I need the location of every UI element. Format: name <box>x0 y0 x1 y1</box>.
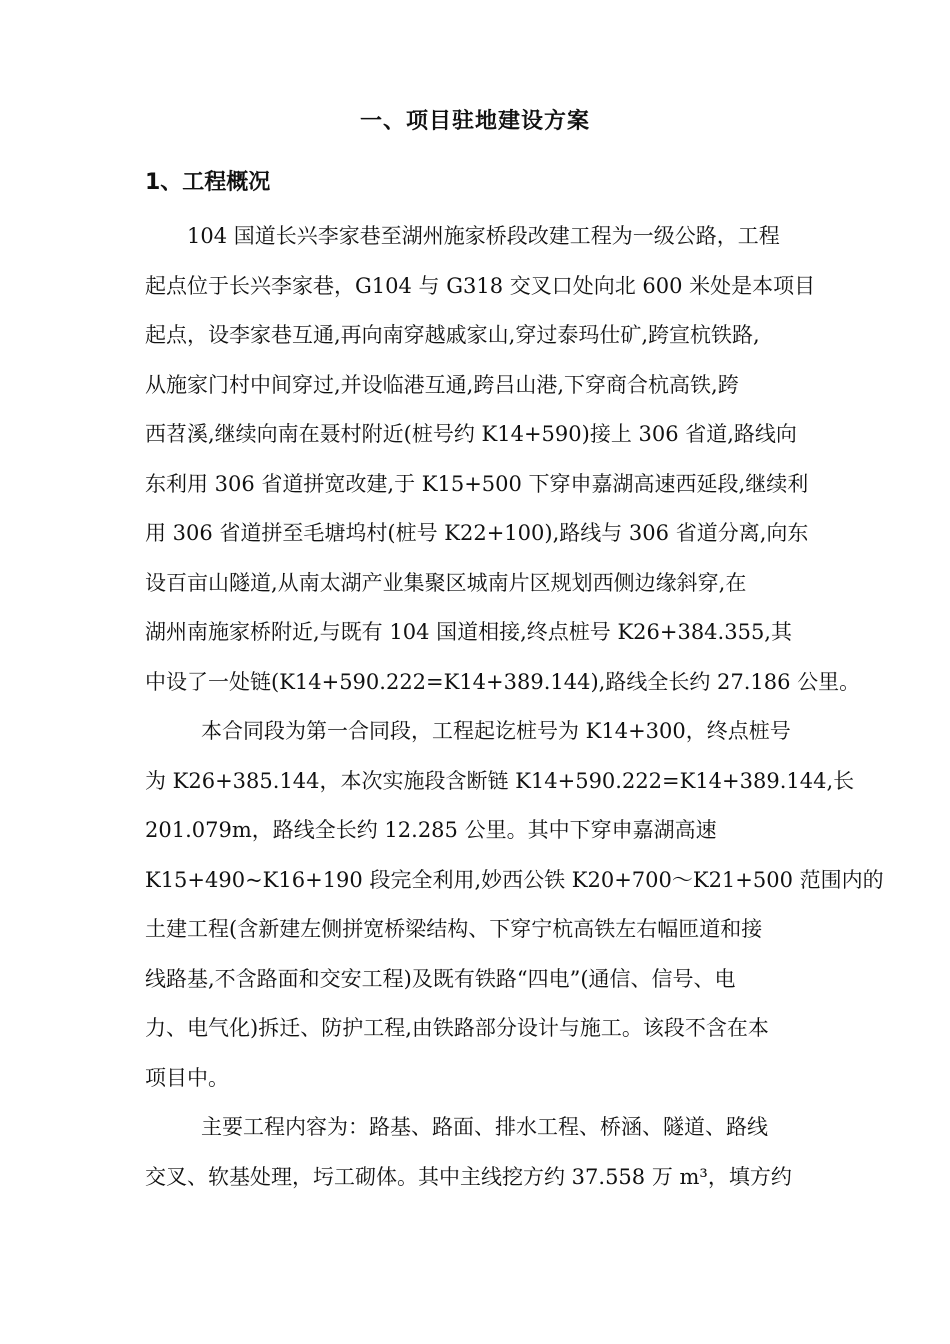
text-line: 201.079m，路线全长约 12.285 公里。其中下穿申嘉湖高速 <box>145 818 717 842</box>
document-body <box>145 216 884 1206</box>
text-line: 本合同段为第一合同段，工程起讫桩号为 K14+300，终点桩号 <box>201 719 791 743</box>
text-line: 用 306 省道拼至毛塘坞村(桩号 K22+100),路线与 306 省道分离,向东 <box>145 521 809 545</box>
section-heading: 1、工程概况 <box>145 170 271 195</box>
text-line: 东利用 306 省道拼宽改建,于 K15+500 下穿申嘉湖高速西延段,继续利 <box>145 471 809 496</box>
text-line: 主要工程内容为：路基、路面、排水工程、桥涵、隧道、路线 <box>201 1115 768 1139</box>
text-line: 西苕溪,继续向南在聂村附近(桩号约 K14+590)接上 306 省道,路线向 <box>145 422 797 446</box>
text-line: 起点位于长兴李家巷，G104 与 G318 交叉口处向北 600 米处是本项目 <box>145 273 816 298</box>
text-line: 力、电气化)拆迁、防护工程,由铁路部分设计与施工。该段不含在本 <box>145 1016 769 1040</box>
text-line: 线路基,不含路面和交安工程)及既有铁路“四电”(通信、信号、电 <box>145 966 736 991</box>
text-line: K15+490~K16+190 段完全利用,妙西公铁 K20+700～K21+500 范围内的 <box>145 867 884 892</box>
text-line: 湖州南施家桥附近,与既有 104 国道相接,终点桩号 K26+384.355,其 <box>145 620 792 644</box>
text-line: 设百亩山隧道,从南太湖产业集聚区城南片区规划西侧边缘斜穿,在 <box>145 570 747 595</box>
text-line: 土建工程(含新建左侧拼宽桥梁结构、下穿宁杭高铁左右幅匝道和接 <box>145 917 763 941</box>
text-line: 起点，设李家巷互通,再向南穿越戚家山,穿过泰玛仕矿,跨宣杭铁路, <box>145 323 760 347</box>
text-line: 从施家门村中间穿过,并设临港互通,跨吕山港,下穿商合杭高铁,跨 <box>145 372 739 397</box>
document-title: 一、项目驻地建设方案 <box>359 109 590 134</box>
text-line: 交叉、软基处理，圬工砌体。其中主线挖方约 37.558 万 m³，填方约 <box>145 1164 792 1189</box>
text-line: 104 国道长兴李家巷至湖州施家桥段改建工程为一级公路，工程 <box>187 224 780 248</box>
text-line: 项目中。 <box>145 1065 229 1090</box>
text-line: 中设了一处链(K14+590.222=K14+389.144),路线全长约 27.186 公里。 <box>145 669 861 694</box>
text-line: 为 K26+385.144，本次实施段含断链 K14+590.222=K14+389.144,长 <box>145 768 855 793</box>
